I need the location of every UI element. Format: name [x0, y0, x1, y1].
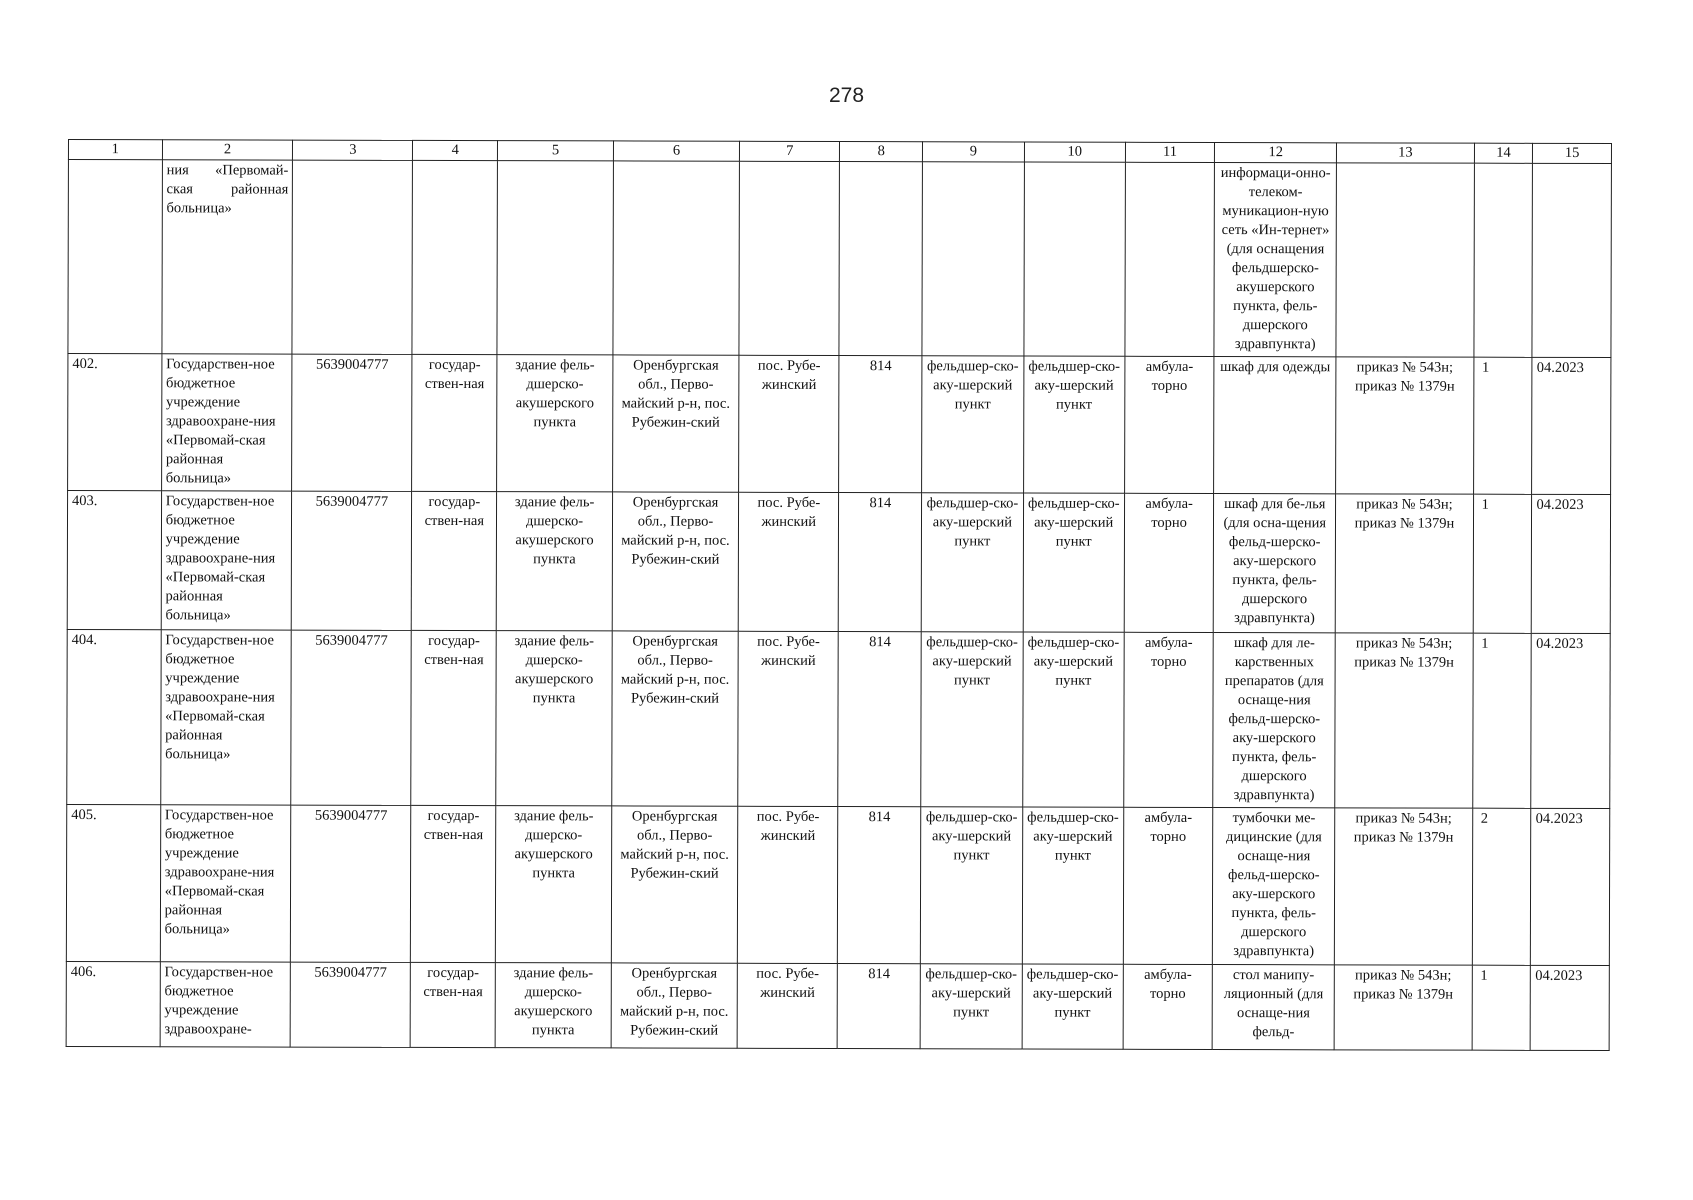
cell-code: 814 [838, 632, 921, 807]
table-row [67, 629, 1610, 808]
column-number-header: 12 [1215, 143, 1337, 163]
row-number: 406. [66, 961, 160, 1046]
equipment-table [66, 139, 1612, 1051]
cell-care-form: амбула-торно [1124, 356, 1214, 493]
cell-date: 04.2023 [1532, 494, 1611, 633]
cell-col11 [1125, 162, 1215, 356]
cell-code: 814 [838, 964, 921, 1049]
cell-quantity: 1 [1472, 965, 1531, 1050]
cell-date: 04.2023 [1532, 357, 1611, 494]
cell-locality: пос. Рубе-жинский [738, 492, 839, 631]
cell-inn: 5639004777 [292, 491, 412, 630]
column-number-header: 9 [923, 142, 1024, 162]
cell-organization: Государствен-ное бюджетное учреждение здравоохране-ния «Первомай-ская районная больница» [161, 491, 292, 630]
cell-equipment: шкаф для бе-лья (для осна-щения фельд-шерско-аку-шерского пункта, фель-дшерского здравпункта) [1213, 494, 1335, 633]
cell-ownership: государ-ствен-ная [412, 491, 497, 630]
cell-inn: 5639004777 [291, 630, 411, 805]
cell-facility-subtype: фельдшер-ско-аку-шерский пункт [1022, 964, 1124, 1049]
cell-facility-subtype: фельдшер-ско-аку-шерский пункт [1022, 632, 1124, 807]
cell-locality: пос. Рубе-жинский [738, 806, 839, 963]
cell-col14 [1474, 163, 1533, 357]
cell-organization: Государствен-ное бюджетное учреждение здравоохране- [160, 962, 291, 1047]
cell-facility-type: фельдшер-ско-аку-шерский пункт [920, 964, 1022, 1049]
column-number-header: 7 [740, 141, 840, 161]
column-number-header: 10 [1024, 142, 1125, 162]
cell-organization: Государствен-ное бюджетное учреждение здравоохране-ния «Первомай-ская районная больница» [161, 354, 292, 491]
cell-address: Оренбургская обл., Перво-майский р-н, пос. Рубежин-ский [612, 631, 739, 806]
cell-facility-type: фельдшер-ско-аку-шерский пункт [921, 807, 1023, 964]
cell-address: Оренбургская обл., Перво-майский р-н, пос. Рубежин-ский [612, 355, 739, 492]
cell-equipment: стол манипу-ляционный (для оснаще-ния фельд- [1212, 964, 1334, 1049]
cell-ownership: государ-ствен-ная [410, 962, 495, 1047]
row-number: 402. [68, 354, 162, 491]
cell-quantity: 1 [1473, 357, 1532, 494]
cell-quantity: 1 [1473, 494, 1532, 633]
cell-code: 814 [839, 493, 922, 632]
cell-col1 [68, 160, 162, 354]
column-number-header: 15 [1533, 143, 1612, 163]
column-number-header: 3 [293, 140, 413, 160]
cell-locality: пос. Рубе-жинский [737, 963, 837, 1048]
column-number-header: 14 [1474, 143, 1533, 163]
cell-address: Оренбургская обл., Перво-майский р-н, пос. Рубежин-ский [611, 806, 738, 963]
cell-col5 [497, 161, 613, 355]
column-number-header: 1 [68, 140, 162, 160]
cell-code: 814 [839, 356, 922, 493]
cell-building: здание фель-дшерско-акушерского пункта [495, 963, 611, 1048]
cell-address: Оренбургская обл., Перво-майский р-н, пос. Рубежин-ский [611, 963, 738, 1048]
cell-care-form: амбула-торно [1123, 964, 1213, 1049]
cell-date: 04.2023 [1531, 808, 1610, 965]
cell-order: приказ № 543н; приказ № 1379н [1334, 965, 1472, 1050]
cell-org-continued: ния «Первомай-ская районная больница» [162, 160, 293, 354]
cell-facility-subtype: фельдшер-ско-аку-шерский пункт [1022, 807, 1124, 964]
cell-inn: 5639004777 [291, 962, 411, 1047]
cell-order: приказ № 543н; приказ № 1379н [1335, 808, 1473, 965]
cell-col7 [739, 161, 840, 355]
cell-col6 [613, 161, 740, 355]
cell-col8 [839, 162, 922, 356]
table-body [66, 160, 1611, 1051]
cell-locality: пос. Рубе-жинский [739, 355, 840, 492]
cell-col3 [292, 160, 412, 354]
cell-facility-subtype: фельдшер-ско-аку-шерский пункт [1023, 493, 1125, 632]
cell-quantity: 1 [1472, 633, 1531, 808]
cell-ownership: государ-ствен-ная [411, 805, 496, 962]
cell-building: здание фель-дшерско-акушерского пункта [497, 492, 613, 631]
cell-facility-type: фельдшер-ско-аку-шерский пункт [921, 493, 1023, 632]
cell-organization: Государствен-ное бюджетное учреждение здравоохране-ния «Первомай-ская районная больница» [160, 630, 291, 805]
cell-date: 04.2023 [1531, 965, 1610, 1050]
cell-equipment: тумбочки ме-дицинские (для оснаще-ния фельд-шерско-аку-шерского пункта, фель-дшерского здравпункта) [1213, 807, 1335, 964]
cell-inn: 5639004777 [291, 805, 411, 962]
row-number: 403. [67, 491, 161, 630]
page-number: 278 [828, 84, 865, 107]
column-number-header: 13 [1337, 143, 1474, 163]
cell-care-form: амбула-торно [1124, 632, 1214, 807]
cell-building: здание фель-дшерско-акушерского пункта [496, 806, 612, 963]
cell-quantity: 2 [1472, 808, 1531, 965]
cell-equipment: шкаф для одежды [1214, 357, 1336, 494]
table-row [66, 961, 1609, 1050]
cell-order: приказ № 543н; приказ № 1379н [1335, 633, 1473, 808]
continuation-row [68, 160, 1612, 358]
row-number: 404. [67, 629, 161, 804]
table-row [68, 354, 1611, 495]
cell-ownership: государ-ствен-ная [412, 354, 497, 491]
cell-building: здание фель-дшерско-акушерского пункта [496, 631, 612, 806]
column-number-header: 11 [1125, 142, 1214, 162]
column-number-header: 4 [413, 140, 498, 160]
column-number-header: 6 [613, 141, 739, 161]
cell-care-form: амбула-торно [1124, 493, 1214, 632]
column-number-header: 8 [840, 142, 923, 162]
table-row [67, 491, 1610, 634]
cell-col13 [1336, 163, 1474, 357]
cell-care-form: амбула-торно [1123, 807, 1213, 964]
cell-facility-type: фельдшер-ско-аку-шерский пункт [922, 356, 1024, 493]
cell-facility-type: фельдшер-ско-аку-шерский пункт [921, 632, 1023, 807]
cell-building: здание фель-дшерско-акушерского пункта [497, 355, 613, 492]
document-table-wrapper [66, 139, 1612, 1051]
row-number: 405. [66, 804, 160, 961]
cell-equipment: шкаф для ле-карственных препаратов (для оснаще-ния фельд-шерско-аку-шерского пункта, фель-дшерского здравпункта) [1213, 633, 1335, 808]
cell-col4 [412, 160, 497, 354]
cell-organization: Государствен-ное бюджетное учреждение здравоохране-ния «Первомай-ская районная больница» [160, 805, 291, 962]
cell-address: Оренбургская обл., Перво-майский р-н, пос. Рубежин-ский [612, 492, 739, 631]
cell-order: приказ № 543н; приказ № 1379н [1335, 494, 1473, 633]
column-number-header: 5 [498, 141, 614, 161]
cell-ownership: государ-ствен-ная [411, 630, 496, 805]
cell-col10 [1024, 162, 1126, 356]
table-row [66, 804, 1609, 965]
cell-date: 04.2023 [1531, 633, 1610, 808]
cell-facility-subtype: фельдшер-ско-аку-шерский пункт [1023, 356, 1125, 493]
cell-code: 814 [838, 807, 921, 964]
cell-col9 [922, 162, 1024, 356]
cell-locality: пос. Рубе-жинский [738, 631, 839, 806]
cell-inn: 5639004777 [292, 354, 412, 491]
column-number-header: 2 [162, 140, 293, 160]
cell-equipment-continued: информаци-онно-телеком-муникацион-ную сеть «Ин-тернет» (для оснащения фельдшерско-акушерского пункта, фель-дшерского здравпункта) [1214, 163, 1337, 357]
cell-order: приказ № 543н; приказ № 1379н [1336, 357, 1474, 494]
cell-col15 [1532, 163, 1611, 357]
